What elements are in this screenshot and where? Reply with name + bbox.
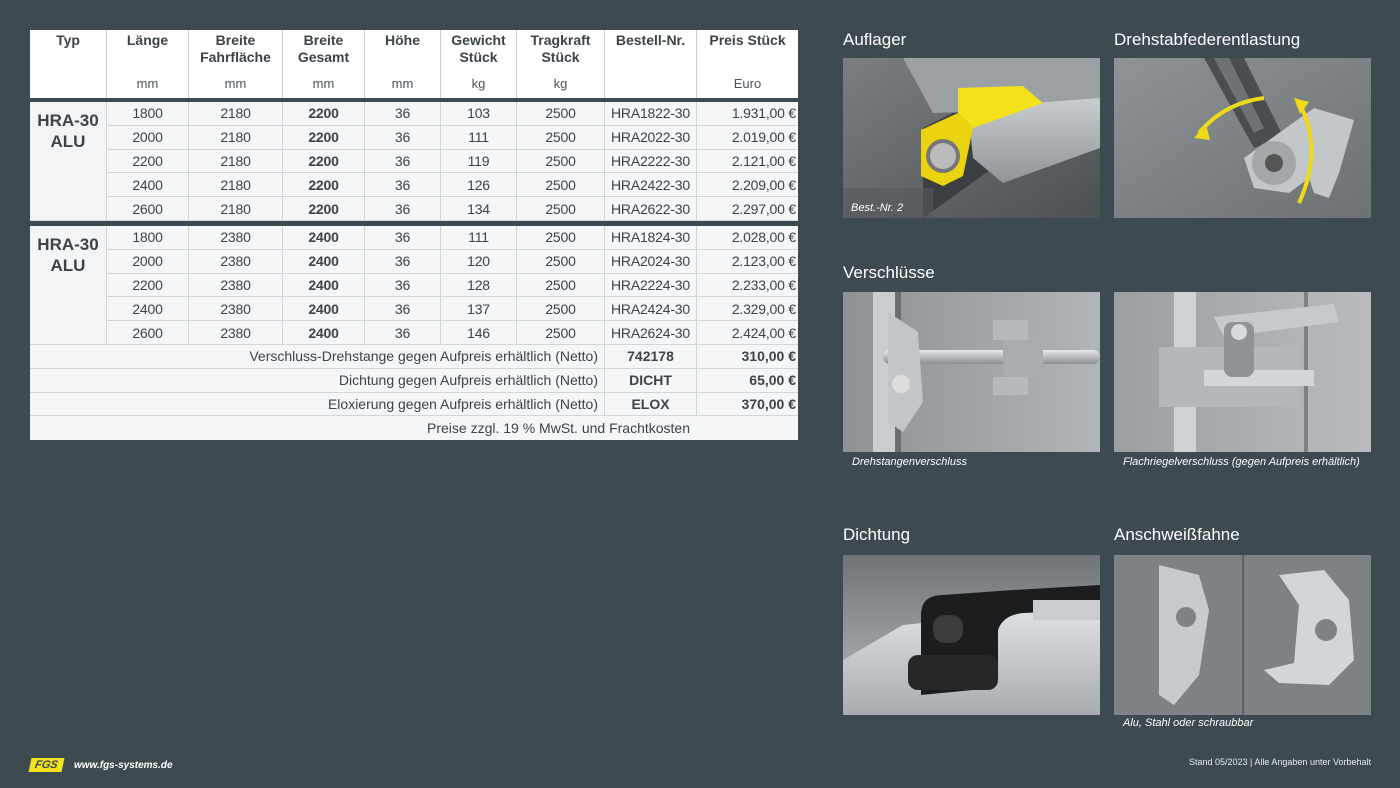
- cell-trag: 2500: [516, 274, 604, 297]
- cell-fahr: 2380: [188, 274, 282, 297]
- cell-gewicht: 134: [440, 197, 516, 220]
- extra-label: Verschluss-Drehstange gegen Aufpreis erhältlich (Netto): [249, 348, 598, 365]
- extra-price: 370,00 €: [696, 393, 798, 416]
- cell-trag: 2500: [516, 126, 604, 149]
- table-row: [106, 173, 798, 197]
- extra-price: 65,00 €: [696, 369, 798, 392]
- table-row: [106, 250, 798, 274]
- cell-trag: 2500: [516, 197, 604, 220]
- extra-row: [30, 393, 798, 417]
- cell-hoehe: 36: [364, 321, 440, 344]
- photo-auflager: [843, 58, 1100, 218]
- cell-trag: 2500: [516, 226, 604, 249]
- table-row: [106, 102, 798, 126]
- cell-nr: HRA2024-30: [604, 250, 696, 273]
- extra-row: [30, 345, 798, 369]
- cell-nr: HRA1824-30: [604, 226, 696, 249]
- cell-hoehe: 36: [364, 197, 440, 220]
- table-row: [106, 297, 798, 321]
- header-preis: Preis Stück Euro: [696, 30, 798, 98]
- extra-price: 310,00 €: [696, 345, 798, 368]
- caption-drehstangenverschluss: Drehstangenverschluss: [852, 456, 967, 468]
- cell-trag: 2500: [516, 250, 604, 273]
- caption-auflager: Best.-Nr. 2: [851, 202, 904, 214]
- cell-hoehe: 36: [364, 274, 440, 297]
- cell-nr: HRA2624-30: [604, 321, 696, 344]
- cell-hoehe: 36: [364, 150, 440, 173]
- cell-gesamt: 2400: [282, 274, 364, 297]
- cell-nr: HRA1822-30: [604, 102, 696, 125]
- cell-gewicht: 120: [440, 250, 516, 273]
- cell-gesamt: 2200: [282, 197, 364, 220]
- cell-fahr: 2180: [188, 173, 282, 196]
- extra-row: [30, 369, 798, 393]
- extra-code: DICHT: [604, 369, 696, 392]
- table-group: [30, 102, 798, 221]
- cell-nr: HRA2022-30: [604, 126, 696, 149]
- cell-gesamt: 2200: [282, 173, 364, 196]
- cell-nr: HRA2222-30: [604, 150, 696, 173]
- table-row: [106, 321, 798, 345]
- header-hoehe: Höhe mm: [364, 30, 440, 98]
- header-breite-fahrflaeche: Breite Fahrfläche mm: [188, 30, 282, 98]
- cell-fahr: 2380: [188, 297, 282, 320]
- table-row: [106, 274, 798, 298]
- cell-fahr: 2180: [188, 102, 282, 125]
- cell-trag: 2500: [516, 173, 604, 196]
- cell-nr: HRA2622-30: [604, 197, 696, 220]
- cell-gesamt: 2400: [282, 226, 364, 249]
- cell-laenge: 2600: [106, 321, 188, 344]
- photo-dichtung: [843, 555, 1100, 715]
- cell-nr: HRA2224-30: [604, 274, 696, 297]
- photo-drehstab: [1114, 58, 1371, 218]
- title-auflager: Auflager: [843, 30, 907, 49]
- header-breite-gesamt: Breite Gesamt mm: [282, 30, 364, 98]
- header-bestell-nr: Bestell-Nr.: [604, 30, 696, 98]
- cell-laenge: 2200: [106, 150, 188, 173]
- cell-gewicht: 128: [440, 274, 516, 297]
- table-row: [106, 197, 798, 221]
- cell-nr: HRA2422-30: [604, 173, 696, 196]
- cell-hoehe: 36: [364, 297, 440, 320]
- cell-gewicht: 137: [440, 297, 516, 320]
- cell-preis: 1.931,00 €: [696, 102, 798, 125]
- cell-hoehe: 36: [364, 173, 440, 196]
- table-row: [106, 150, 798, 174]
- type-cell: [30, 102, 106, 221]
- title-dichtung: Dichtung: [843, 525, 911, 544]
- type-cell: [30, 226, 106, 345]
- cell-hoehe: 36: [364, 102, 440, 125]
- cell-fahr: 2380: [188, 321, 282, 344]
- cell-gesamt: 2200: [282, 150, 364, 173]
- table-header: [30, 30, 798, 98]
- cell-hoehe: 36: [364, 226, 440, 249]
- table-row: [106, 226, 798, 250]
- photo-flachriegelverschluss: [1114, 292, 1371, 452]
- title-verschluesse: Verschlüsse: [843, 263, 935, 282]
- cell-gesamt: 2200: [282, 102, 364, 125]
- title-drehstab: Drehstabfederentlastung: [1114, 30, 1301, 49]
- cell-preis: 2.028,00 €: [696, 226, 798, 249]
- cell-preis: 2.424,00 €: [696, 321, 798, 344]
- cell-laenge: 2400: [106, 297, 188, 320]
- cell-fahr: 2180: [188, 126, 282, 149]
- cell-laenge: 2600: [106, 197, 188, 220]
- header-typ: Typ: [56, 32, 80, 48]
- header-gewicht: Gewicht Stück kg: [440, 30, 516, 98]
- type-line-1: HRA-30: [37, 234, 99, 254]
- cell-laenge: 1800: [106, 102, 188, 125]
- table-group: [30, 226, 798, 345]
- cell-trag: 2500: [516, 102, 604, 125]
- cell-nr: HRA2424-30: [604, 297, 696, 320]
- cell-fahr: 2180: [188, 150, 282, 173]
- cell-trag: 2500: [516, 297, 604, 320]
- title-anschweissfahne: Anschweißfahne: [1114, 525, 1240, 544]
- table-row: [106, 126, 798, 150]
- cell-gewicht: 126: [440, 173, 516, 196]
- cell-preis: 2.209,00 €: [696, 173, 798, 196]
- cell-preis: 2.297,00 €: [696, 197, 798, 220]
- cell-fahr: 2380: [188, 226, 282, 249]
- footer-stand: Stand 05/2023 | Alle Angaben unter Vorbehalt: [1189, 757, 1371, 767]
- header-tragkraft: Tragkraft Stück kg: [516, 30, 604, 98]
- fgs-logo: FGS: [29, 758, 65, 772]
- caption-flachriegelverschluss: Flachriegelverschluss (gegen Aufpreis erhältlich): [1123, 456, 1360, 468]
- cell-gewicht: 146: [440, 321, 516, 344]
- cell-gesamt: 2400: [282, 297, 364, 320]
- cell-gewicht: 111: [440, 226, 516, 249]
- cell-preis: 2.329,00 €: [696, 297, 798, 320]
- cell-gewicht: 103: [440, 102, 516, 125]
- cell-laenge: 2000: [106, 126, 188, 149]
- cell-fahr: 2180: [188, 197, 282, 220]
- type-line-1: HRA-30: [37, 111, 99, 130]
- cell-gewicht: 111: [440, 126, 516, 149]
- type-line-2: ALU: [50, 132, 86, 151]
- photo-anschweissfahne: [1114, 555, 1371, 715]
- cell-preis: 2.019,00 €: [696, 126, 798, 149]
- cell-gesamt: 2400: [282, 321, 364, 344]
- cell-gesamt: 2400: [282, 250, 364, 273]
- extra-code: 742178: [604, 345, 696, 368]
- caption-anschweissfahne: Alu, Stahl oder schraubbar: [1123, 717, 1254, 729]
- cell-gesamt: 2200: [282, 126, 364, 149]
- cell-preis: 2.233,00 €: [696, 274, 798, 297]
- cell-laenge: 2400: [106, 173, 188, 196]
- cell-hoehe: 36: [364, 126, 440, 149]
- cell-laenge: 1800: [106, 226, 188, 249]
- price-table: [30, 30, 798, 440]
- footer-url[interactable]: www.fgs-systems.de: [74, 760, 173, 771]
- photo-drehstangenverschluss: [843, 292, 1100, 452]
- cell-preis: 2.121,00 €: [696, 150, 798, 173]
- cell-laenge: 2000: [106, 250, 188, 273]
- type-line-2: ALU: [50, 255, 86, 275]
- cell-preis: 2.123,00 €: [696, 250, 798, 273]
- cell-trag: 2500: [516, 321, 604, 344]
- cell-gewicht: 119: [440, 150, 516, 173]
- extra-label: Dichtung gegen Aufpreis erhältlich (Netto): [338, 372, 598, 389]
- cell-hoehe: 36: [364, 250, 440, 273]
- cell-trag: 2500: [516, 150, 604, 173]
- extra-code: ELOX: [604, 393, 696, 416]
- cell-laenge: 2200: [106, 274, 188, 297]
- cell-fahr: 2380: [188, 250, 282, 273]
- header-laenge: Länge mm: [106, 30, 188, 98]
- extra-label: Eloxierung gegen Aufpreis erhältlich (Netto): [327, 395, 598, 412]
- price-note: Preise zzgl. 19 % MwSt. und Frachtkosten: [30, 416, 798, 440]
